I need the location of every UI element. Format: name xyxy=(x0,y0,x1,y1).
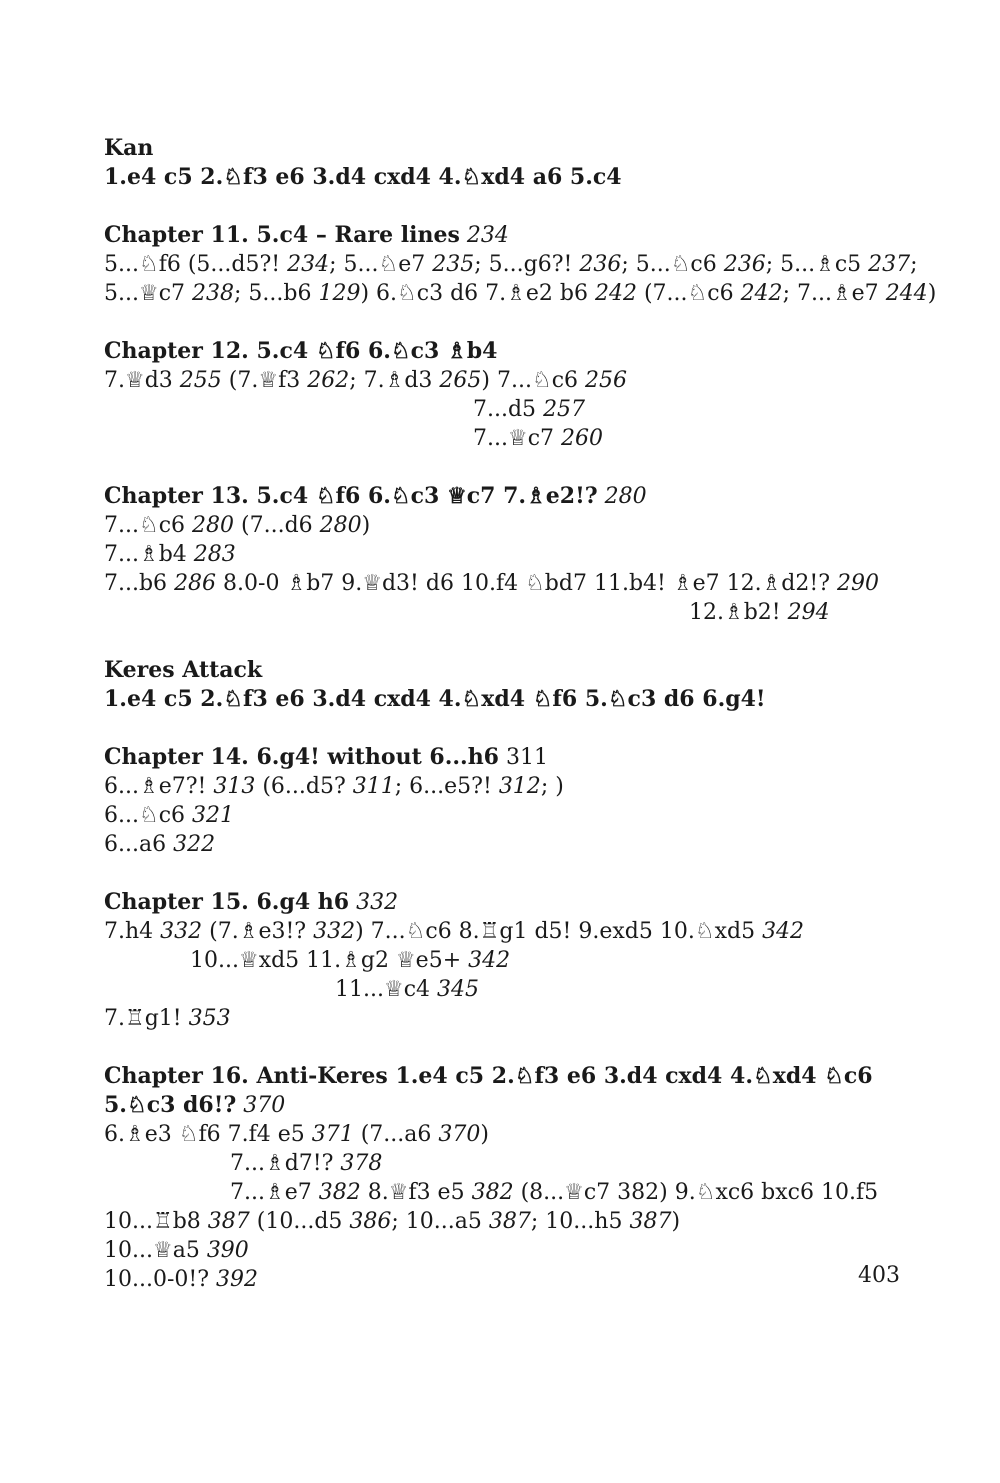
section-moves-keres: 1.e4 c5 2.♘f3 e6 3.d4 cxd4 4.♘xd4 ♘f6 5.♘c3 d6 6.g4! xyxy=(104,686,766,712)
chapter-16-heading: Chapter 16. Anti-Keres 1.e4 c5 2.♘f3 e6 3.d4 cxd4 4.♘xd4 ♘c6 xyxy=(104,1063,873,1089)
chapter-16-line: 7...♗e7 382 8.♕f3 e5 382 (8...♕c7 382) 9.♘xc6 bxc6 10.f5 xyxy=(230,1180,879,1205)
chapter-14-line: 6...♗e7?! 313 (6...d5? 311; 6...e5?! 312; ) xyxy=(104,774,564,799)
chapter-15-line: 11...♕c4 345 xyxy=(335,977,480,1002)
chapter-15-line: 7.♖g1! 353 xyxy=(104,1006,231,1031)
chapter-16-line: 10...♕a5 390 xyxy=(104,1238,249,1263)
chapter-14-heading: Chapter 14. 6.g4! without 6...h6 311 xyxy=(104,744,548,770)
chapter-16-line: 7...♗d7!? 378 xyxy=(230,1151,383,1176)
chapter-16-line: 10...0-0!? 392 xyxy=(104,1267,259,1292)
chapter-13-line: 7...♘c6 280 (7...d6 280) xyxy=(104,513,371,538)
chapter-14-line: 6...♘c6 321 xyxy=(104,803,235,828)
chapter-13-line: 12.♗b2! 294 xyxy=(689,600,830,625)
chapter-12-line: 7.♕d3 255 (7.♕f3 262; 7.♗d3 265) 7...♘c6 256 xyxy=(104,368,628,393)
chapter-16-heading-cont: 5.♘c3 d6!? 370 xyxy=(104,1092,286,1118)
chapter-11-line: 5...♘f6 (5...d5?! 234; 5...♘e7 235; 5...g6?! 236; 5...♘c6 236; 5...♗c5 237; xyxy=(104,252,918,277)
chapter-13-heading: Chapter 13. 5.c4 ♘f6 6.♘c3 ♕c7 7.♗e2!? 280 xyxy=(104,483,647,509)
chapter-15-line: 7.h4 332 (7.♗e3!? 332) 7...♘c6 8.♖g1 d5! 9.exd5 10.♘xd5 342 xyxy=(104,919,805,944)
section-title-kan: Kan xyxy=(104,135,154,161)
chapter-13-line: 7...♗b4 283 xyxy=(104,542,236,567)
chapter-13-line: 7...b6 286 8.0-0 ♗b7 9.♕d3! d6 10.f4 ♘bd7 11.b4! ♗e7 12.♗d2!? 290 xyxy=(104,571,880,596)
page-content xyxy=(104,134,937,1294)
chapter-11-line: 5...♕c7 238; 5...b6 129) 6.♘c3 d6 7.♗e2 b6 242 (7...♘c6 242; 7...♗e7 244) xyxy=(104,281,937,306)
section-moves-kan: 1.e4 c5 2.♘f3 e6 3.d4 cxd4 4.♘xd4 a6 5.c4 xyxy=(104,164,622,190)
chapter-12-heading: Chapter 12. 5.c4 ♘f6 6.♘c3 ♗b4 xyxy=(104,338,498,364)
chapter-12-line: 7...♕c7 260 xyxy=(473,426,604,451)
chapter-14-line: 6...a6 322 xyxy=(104,832,216,857)
chapter-15-line: 10...♕xd5 11.♗g2 ♕e5+ 342 xyxy=(190,948,511,973)
chapter-11-heading: Chapter 11. 5.c4 – Rare lines 234 xyxy=(104,222,509,248)
section-title-keres: Keres Attack xyxy=(104,657,263,683)
page-number: 403 xyxy=(858,1263,900,1288)
chapter-12-line: 7...d5 257 xyxy=(473,397,586,422)
chapter-15-heading: Chapter 15. 6.g4 h6 332 xyxy=(104,889,399,915)
chapter-16-line: 6.♗e3 ♘f6 7.f4 e5 371 (7...a6 370) xyxy=(104,1122,489,1147)
chapter-16-line: 10...♖b8 387 (10...d5 386; 10...a5 387; 10...h5 387) xyxy=(104,1209,681,1234)
